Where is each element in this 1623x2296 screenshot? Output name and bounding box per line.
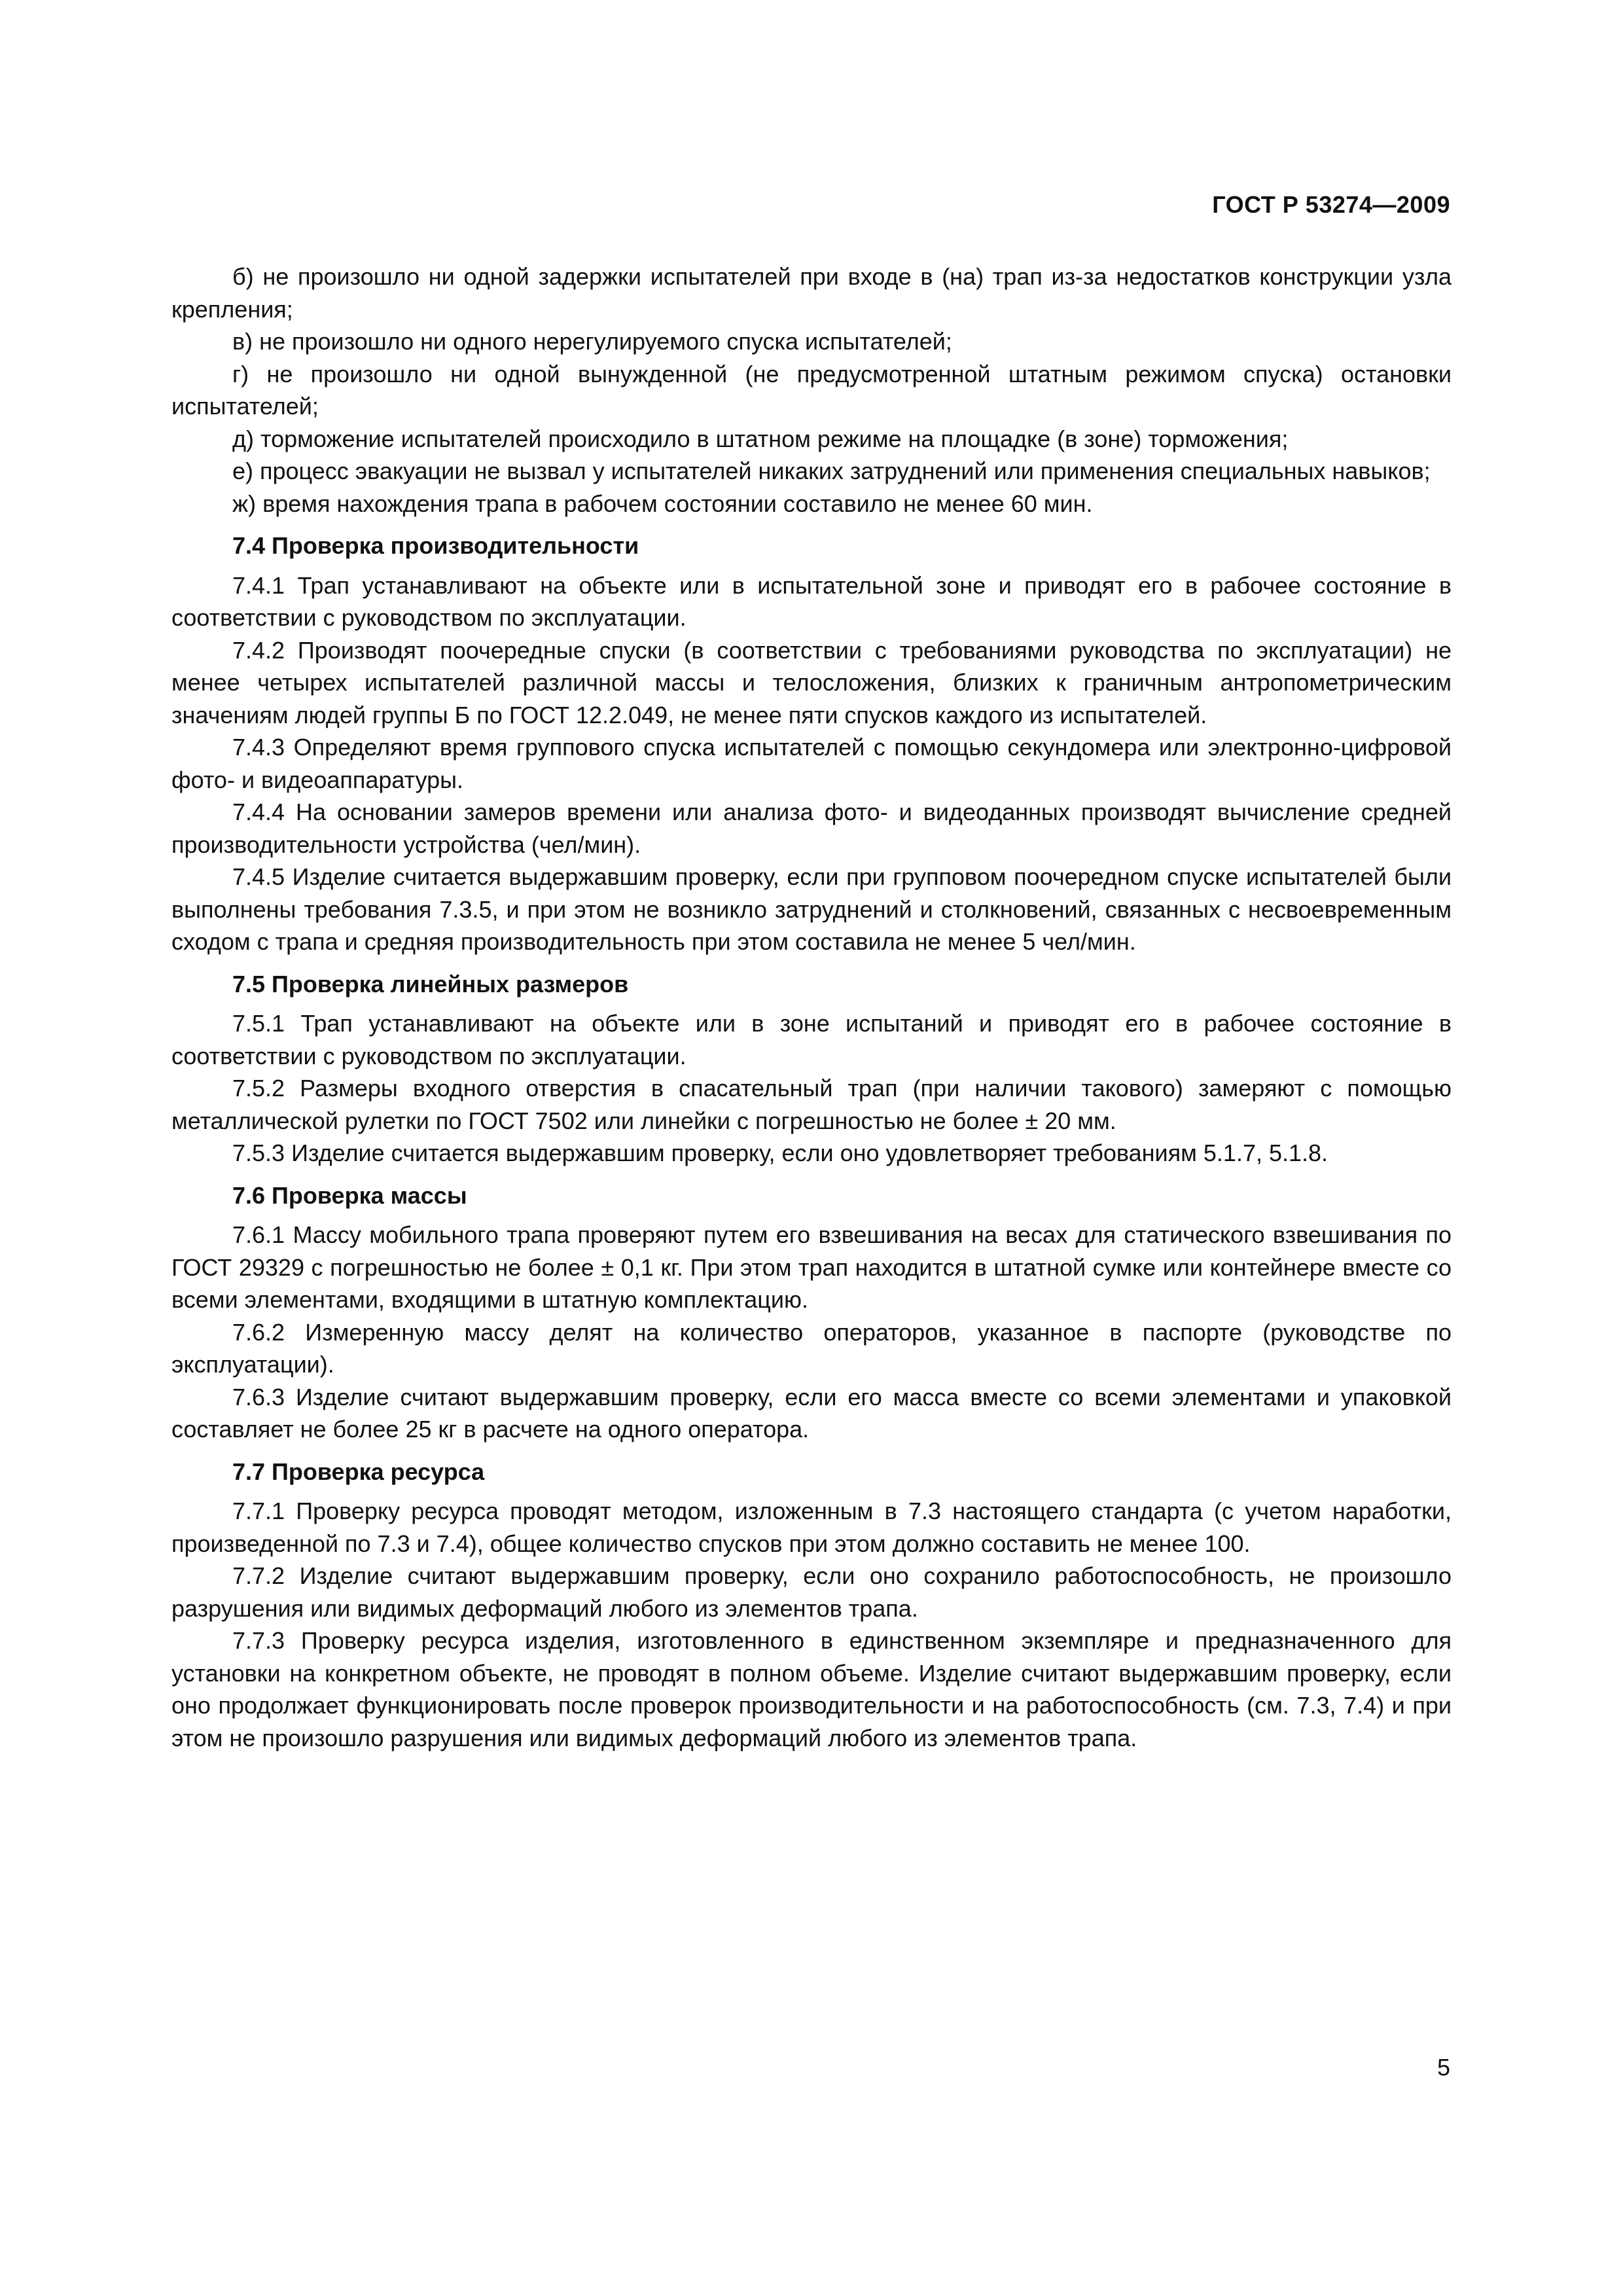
list-item-zh: ж) время нахождения трапа в рабочем состоянии составило не менее 60 мин. <box>232 490 1093 517</box>
clause-7-7-2: 7.7.2 Изделие считают выдержавшим проверку, если оно сохранило работоспособность, не произошло разрушения или видимых деформаций любого из элементов трапа. <box>171 1562 1452 1622</box>
clause-7-7-3: 7.7.3 Проверку ресурса изделия, изготовленного в единственном экземпляре и предназначенного для установки на конкретном объекте, не проводят в полном объеме. Изделие считают выдержавшим проверку, если оно продолжает функционировать после проверок производительности и на работоспособность (см. 7.3, 7.4) и при этом не произошло разрушения или видимых деформаций любого из элементов трапа. <box>171 1627 1452 1751</box>
clause-7-4-3: 7.4.3 Определяют время группового спуска испытателей с помощью секундомера или электронно-цифровой фото- и видеоаппаратуры. <box>171 734 1452 793</box>
clause-7-6-1: 7.6.1 Массу мобильного трапа проверяют путем его взвешивания на весах для статического взвешивания по ГОСТ 29329 с погрешностью не более ± 0,1 кг. При этом трап находится в штатной сумке или контейнере вместе со всеми элементами, входящими в штатную комплектацию. <box>171 1221 1452 1313</box>
clause-7-4-4: 7.4.4 На основании замеров времени или анализа фото- и видеоданных производят вычисление средней производительности устройства (чел/мин). <box>171 798 1452 858</box>
section-7-7 <box>171 1456 1452 1755</box>
document-body <box>171 260 1452 1754</box>
list-item-v: в) не произошло ни одного нерегулируемого спуска испытателей; <box>232 328 952 355</box>
section-7-6 <box>171 1179 1452 1446</box>
clause-7-5-2: 7.5.2 Размеры входного отверстия в спасательный трап (при наличии такового) замеряют с помощью металлической рулетки по ГОСТ 7502 или линейки с погрешностью не более ± 20 мм. <box>171 1075 1452 1134</box>
clause-7-4-2: 7.4.2 Производят поочередные спуски (в соответствии с требованиями руководства по эксплуатации) не менее четырех испытателей различной массы и телосложения, близких к граничным антропометрическим значениям людей группы Б по ГОСТ 12.2.049, не менее пяти спусков каждого из испытателей. <box>171 636 1452 728</box>
section-heading: 7.5 Проверка линейных размеров <box>232 970 629 997</box>
clause-7-6-3: 7.6.3 Изделие считают выдержавшим проверку, если его масса вместе со всеми элементами и упаковкой составляет не более 25 кг в расчете на одного оператора. <box>171 1383 1452 1443</box>
document-header: ГОСТ Р 53274—2009 <box>1212 191 1450 218</box>
page-number: 5 <box>1436 2054 1450 2081</box>
clause-7-7-1: 7.7.1 Проверку ресурса проводят методом, изложенным в 7.3 настоящего стандарта (с учетом наработки, произведенной по 7.3 и 7.4), общее количество спусков при этом должно составить не менее 100. <box>171 1498 1452 1557</box>
list-item-d: д) торможение испытателей происходило в штатном режиме на площадке (в зоне) торможения; <box>232 425 1289 452</box>
list-item-b: б) не произошло ни одной задержки испытателей при входе в (на) трап из-за недостатков конструкции узла крепления; <box>171 263 1452 323</box>
list-item-e: е) процесс эвакуации не вызвал у испытателей никаких затруднений или применения специальных навыков; <box>232 457 1431 484</box>
section-7-5 <box>171 968 1452 1170</box>
clause-7-5-1: 7.5.1 Трап устанавливают на объекте или в зоне испытаний и приводят его в рабочее состояние в соответствии с руководством по эксплуатации. <box>171 1010 1452 1069</box>
clause-7-4-5: 7.4.5 Изделие считается выдержавшим проверку, если при групповом поочередном спуске испытателей были выполнены требования 7.3.5, и при этом не возникло затруднений и столкновений, связанных с несвоевременным сходом с трапа и средняя производительность при этом составила не менее 5 чел/мин. <box>171 863 1452 955</box>
clause-7-6-2: 7.6.2 Измеренную массу делят на количество операторов, указанное в паспорте (руководстве по эксплуатации). <box>171 1318 1452 1378</box>
section-heading: 7.4 Проверка производительности <box>232 532 639 559</box>
section-heading: 7.7 Проверка ресурса <box>232 1458 485 1485</box>
section-7-4 <box>171 529 1452 958</box>
clause-7-5-3: 7.5.3 Изделие считается выдержавшим проверку, если оно удовлетворяет требованиям 5.1.7, 5.1.8. <box>232 1139 1329 1166</box>
section-heading: 7.6 Проверка массы <box>232 1181 467 1209</box>
intro-list <box>171 260 1452 520</box>
list-item-g: г) не произошло ни одной вынужденной (не предусмотренной штатным режимом спуска) остановки испытателей; <box>171 360 1452 420</box>
clause-7-4-1: 7.4.1 Трап устанавливают на объекте или в испытательной зоне и приводят его в рабочее состояние в соответствии с руководством по эксплуатации. <box>171 571 1452 631</box>
